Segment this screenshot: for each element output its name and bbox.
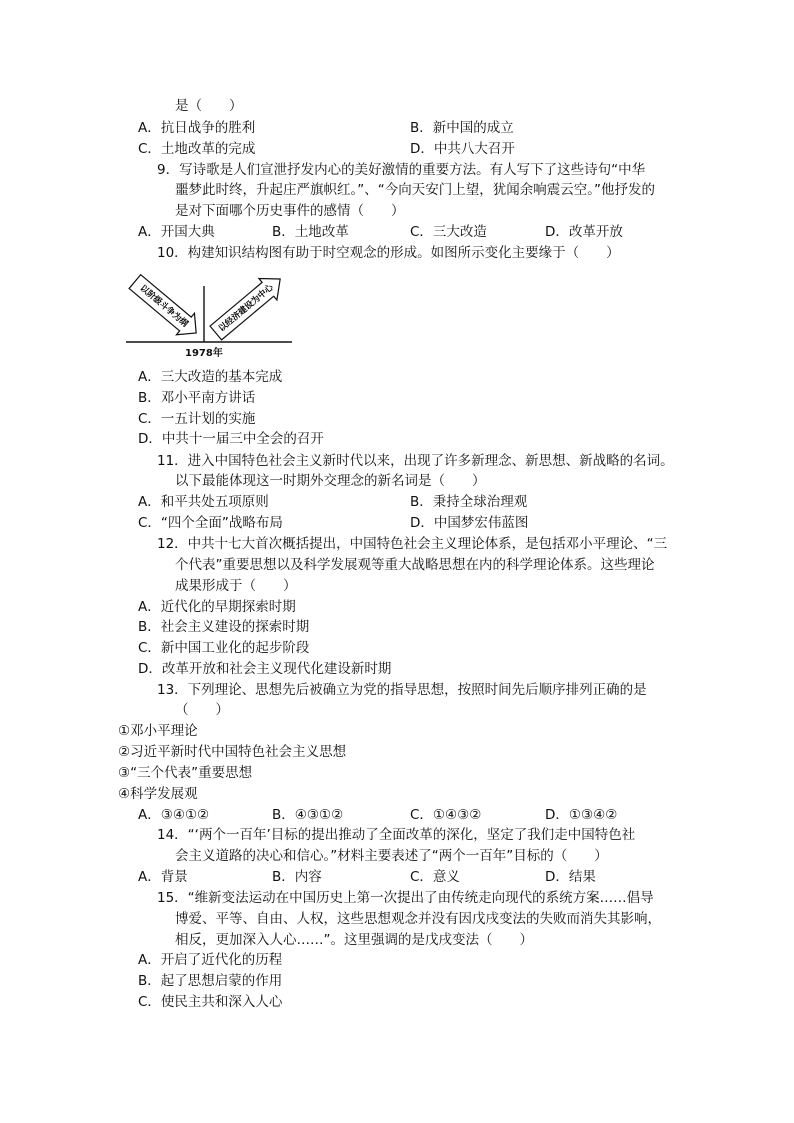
q15-line-3: 相反，更加深入人心……”。这里强调的是戊戌变法（ ） bbox=[175, 932, 533, 948]
q13-option-b: B．④③①② bbox=[272, 807, 344, 823]
q8-option-c: C．土地改革的完成 bbox=[138, 141, 256, 157]
q8-option-d: D．中共八大召开 bbox=[410, 141, 515, 157]
q14-option-b: B．内容 bbox=[272, 869, 322, 885]
q8-option-b: B．新中国的成立 bbox=[410, 120, 514, 136]
q9-line-2: 噩梦此时终，升起庄严旗帜红。”、“今向天安门上望，犹闻余响震云空。”他抒发的 bbox=[175, 182, 655, 198]
q13-item-2: ②习近平新时代中国特色社会主义思想 bbox=[118, 744, 347, 760]
q12-option-b: B．社会主义建设的探索时期 bbox=[138, 619, 310, 635]
q10-line-1: 10．构建知识结构图有助于时空观念的形成。如图所示变化主要缘于（ ） bbox=[157, 245, 620, 261]
q11-option-c: C．“四个全面”战略布局 bbox=[138, 515, 283, 531]
q12-option-a: A．近代化的早期探索时期 bbox=[138, 599, 296, 615]
q9-option-d: D．改革开放 bbox=[545, 224, 623, 240]
left-arrow-label: 以阶级斗争为纲 bbox=[137, 283, 190, 330]
q11-option-b: B．秉持全球治理观 bbox=[410, 494, 528, 510]
q15-option-b: B．起了思想启蒙的作用 bbox=[138, 973, 283, 989]
q12-option-d: D．改革开放和社会主义现代化建设新时期 bbox=[138, 661, 392, 677]
q13-option-a: A．③④①② bbox=[138, 807, 210, 823]
q9-line-1: 9．写诗歌是人们宣泄抒发内心的美好激情的重要方法。有人写下了这些诗句“中华 bbox=[157, 162, 646, 178]
q10-option-c: C．一五计划的实施 bbox=[138, 411, 256, 427]
q9-option-a: A．开国大典 bbox=[138, 224, 215, 240]
q12-line-3: 成果形成于（ ） bbox=[175, 578, 297, 594]
q11-line-1: 11．进入中国特色社会主义新时代以来，出现了许多新理念、新思想、新战略的名词。 bbox=[157, 453, 674, 469]
q15-line-2: 博爱、平等、自由、人权，这些思想观念并没有因戊戌变法的失败而消失其影响， bbox=[175, 911, 661, 927]
q8-option-a: A．抗日战争的胜利 bbox=[138, 120, 256, 136]
q14-option-c: C．意义 bbox=[410, 869, 460, 885]
q11-line-2: 以下最能体现这一时期外交理念的新名词是（ ） bbox=[175, 473, 486, 489]
q15-option-a: A．开启了近代化的历程 bbox=[138, 952, 283, 968]
q12-option-c: C．新中国工业化的起步阶段 bbox=[138, 640, 310, 656]
year-label: 1978年 bbox=[185, 348, 223, 359]
q13-line-1: 13．下列理论、思想先后被确立为党的指导思想，按照时间先后顺序排列正确的是 bbox=[157, 682, 647, 698]
q13-item-4: ④科学发展观 bbox=[118, 786, 198, 802]
q13-item-3: ③“三个代表”重要思想 bbox=[118, 765, 253, 781]
q9-line-3: 是对下面哪个历史事件的感情（ ） bbox=[175, 203, 405, 219]
q14-line-1: 14．“‘两个一百年’目标的提出推动了全面改革的深化，坚定了我们走中国特色社 bbox=[157, 827, 636, 843]
q10-diagram bbox=[124, 268, 294, 360]
q15-line-1: 15．“维新变法运动在中国历史上第一次提出了由传统走向现代的系统方案……倡导 bbox=[157, 890, 654, 906]
q10-option-a: A．三大改造的基本完成 bbox=[138, 369, 283, 385]
q9-option-b: B．土地改革 bbox=[272, 224, 349, 240]
q15-option-c: C．使民主共和深入人心 bbox=[138, 994, 283, 1010]
q13-item-1: ①邓小平理论 bbox=[118, 723, 198, 739]
q14-option-d: D．结果 bbox=[545, 869, 596, 885]
q10-option-d: D．中共十一届三中全会的召开 bbox=[138, 431, 324, 447]
q8-stem-end: 是（ ） bbox=[175, 98, 243, 114]
q14-option-a: A．背景 bbox=[138, 869, 188, 885]
q11-option-a: A．和平共处五项原则 bbox=[138, 494, 269, 510]
q14-line-2: 会主义道路的决心和信心。”材料主要表述了“两个一百年”目标的（ ） bbox=[175, 848, 608, 864]
q12-line-2: 个代表”重要思想以及科学发展观等重大战略思想在内的科学理论体系。这些理论 bbox=[175, 557, 655, 573]
q9-option-c: C．三大改造 bbox=[410, 224, 487, 240]
q11-option-d: D．中国梦宏伟蓝图 bbox=[410, 515, 529, 531]
q13-option-c: C．①④③② bbox=[410, 807, 482, 823]
q10-option-b: B．邓小平南方讲话 bbox=[138, 390, 256, 406]
q13-option-d: D．①③④② bbox=[545, 807, 618, 823]
q12-line-1: 12．中共十七大首次概括提出，中国特色社会主义理论体系，是包括邓小平理论、“三 bbox=[157, 536, 668, 552]
right-arrow-label: 以经济建设为中心 bbox=[217, 282, 276, 335]
q13-line-2: （ ） bbox=[175, 702, 229, 718]
